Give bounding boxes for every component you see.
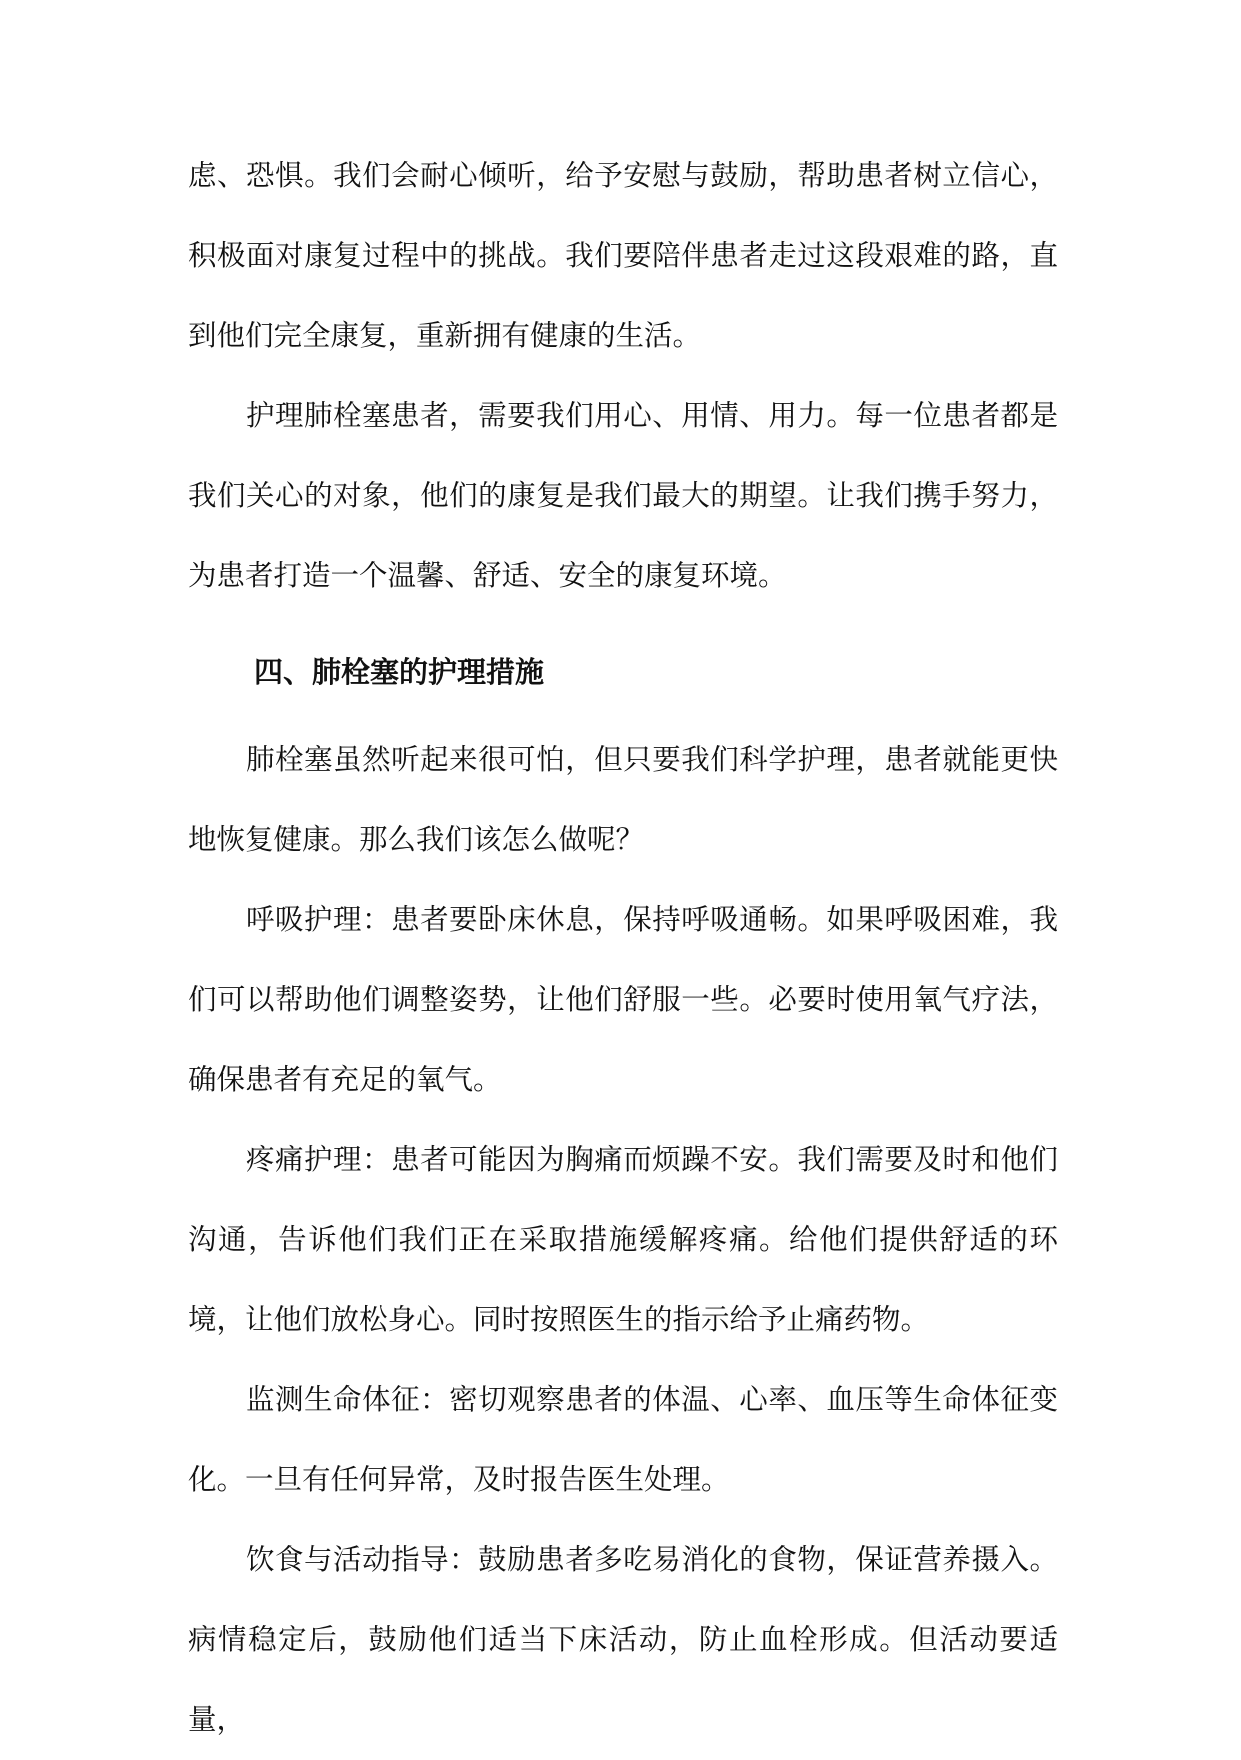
paragraph: 护理肺栓塞患者，需要我们用心、用情、用力。每一位患者都是我们关心的对象，他们的康复是我们最大的期望。让我们携手努力，为患者打造一个温馨、舒适、安全的康复环境。 bbox=[188, 399, 1058, 592]
document-body bbox=[188, 136, 1058, 1760]
paragraph: 饮食与活动指导：鼓励患者多吃易消化的食物，保证营养摄入。病情稳定后，鼓励他们适当下床活动，防止血栓形成。但活动要适量， bbox=[188, 1543, 1058, 1736]
paragraph: 虑、恐惧。我们会耐心倾听，给予安慰与鼓励，帮助患者树立信心，积极面对康复过程中的挑战。我们要陪伴患者走过这段艰难的路，直到他们完全康复，重新拥有健康的生活。 bbox=[188, 159, 1058, 352]
paragraph: 肺栓塞虽然听起来很可怕，但只要我们科学护理，患者就能更快地恢复健康。那么我们该怎么做呢？ bbox=[188, 743, 1058, 856]
section-heading: 四、肺栓塞的护理措施 bbox=[254, 655, 545, 689]
paragraph: 疼痛护理：患者可能因为胸痛而烦躁不安。我们需要及时和他们沟通，告诉他们我们正在采取措施缓解疼痛。给他们提供舒适的环境，让他们放松身心。同时按照医生的指示给予止痛药物。 bbox=[188, 1143, 1058, 1336]
paragraph: 呼吸护理：患者要卧床休息，保持呼吸通畅。如果呼吸困难，我们可以帮助他们调整姿势，让他们舒服一些。必要时使用氧气疗法，确保患者有充足的氧气。 bbox=[188, 903, 1058, 1096]
paragraph: 监测生命体征：密切观察患者的体温、心率、血压等生命体征变化。一旦有任何异常，及时报告医生处理。 bbox=[188, 1383, 1058, 1496]
